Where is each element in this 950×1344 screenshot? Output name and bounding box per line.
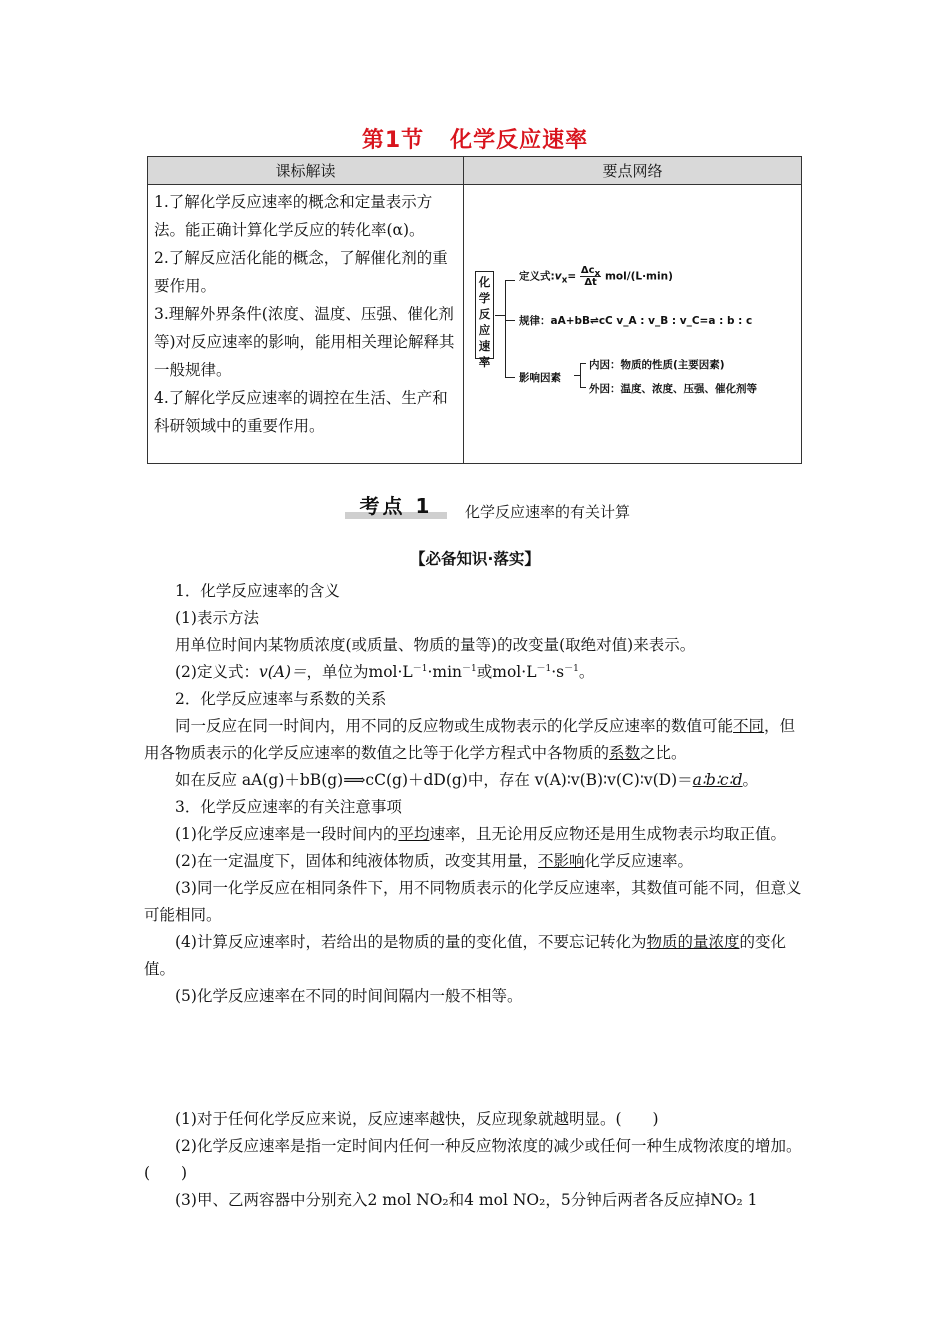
network-root-box [475,271,494,369]
network-root-char: 反 [478,307,491,321]
section-title: 【必备知识·落实】 [410,550,540,568]
network-cell [464,185,802,464]
standards-item: 3.理解外界条件(浓度、温度、压强、催化剂等)对反应速率的影响，能用相关理论解释其一般规律。 [154,305,455,379]
paragraph: 用单位时间内某物质浓度(或质量、物质的量等)的改变量(取绝对值)来表示。 [175,636,696,654]
fraction-numerator-sub: x [594,269,601,279]
network-factor: 影响因素 [519,372,561,384]
network-rule: 规律：aA+bB⇌cC v_A : v_B : v_C=a : b : c [519,315,753,327]
bracket-line [505,280,515,281]
col-header-standards: 课标解读 [148,157,464,185]
bracket-line [505,377,515,378]
col-header-network: 要点网络 [464,157,802,185]
paragraph: 同一反应在同一时间内，用不同的反应物或生成物表示的化学反应速率的数值可能不同，但用各物质表示的化学反应速率的数值之比等于化学方程式中各物质的系数之比。 [144,717,796,762]
network-root-char: 学 [478,291,491,305]
bracket-line [495,315,505,316]
definition-var: v [554,270,562,283]
definition-label: 定义式: [519,270,555,283]
network-definition [519,265,673,288]
bracket-line [580,387,586,388]
standards-cell [148,185,464,464]
bracket-line [580,363,586,364]
network-root-char: 化 [478,275,491,289]
definition-unit: mol/(L·min) [604,270,673,283]
network-external: 外因：温度、浓度、压强、催化剂等 [589,383,757,395]
paragraph: 2．化学反应速率与系数的关系 [175,690,387,708]
fraction-denominator: Δt [584,277,597,288]
content-body [144,578,808,1010]
network-internal: 内因：物质的性质(主要因素) [589,359,725,371]
paragraph: (1)表示方法 [175,609,259,627]
title-text: 化学反应速率 [450,128,589,153]
paragraph: (5)化学反应速率在不同的时间间隔内一般不相等。 [175,987,523,1005]
standards-item: 4.了解化学反应速率的调控在生活、生产和科研领域中的重要作用。 [154,389,448,435]
exercise-item: (1)对于任何化学反应来说，反应速率越快，反应现象就越明显。( ) [175,1110,659,1128]
paragraph: (2)定义式：v(A)＝，单位为$mol\cdot L^{-1}\cdot\min^{-1}$或$mol\cdot L^{-1}\cdot s^{-1}$。 [175,663,595,681]
paragraph: 如在反应 aA(g)＋bB(g)⟹cC(g)＋dD(g)中，存在 v(A)∶v(B)∶v(C)∶v(D)＝a∶b∶c∶d。 [175,771,759,789]
bracket-line [505,280,506,378]
network-root-char: 率 [478,355,491,369]
exercise-item: (2)化学反应速率是指一定时间内任何一种反应物浓度的减少或任何一种生成物浓度的增加。( ) [144,1137,802,1182]
standards-item: 2.了解反应活化能的概念，了解催化剂的重要作用。 [154,249,448,295]
definition-fraction [580,265,601,288]
kaodian-text: 化学反应速率的有关计算 [465,503,631,521]
fraction-numerator: Δc [580,265,595,276]
definition-eq: = [567,270,577,283]
title-section-number: 第1节 [361,128,425,153]
paragraph: (2)在一定温度下，固体和纯液体物质，改变其用量，不影响化学反应速率。 [175,852,693,870]
paragraph: (3)同一化学反应在相同条件下，用不同物质表示的化学反应速率，其数值可能不同，但意义可能相同。 [144,879,802,924]
paragraph: (1)化学反应速率是一段时间内的平均速率，且无论用反应物还是用生成物表示均取正值。 [175,825,786,843]
bracket-line [505,320,515,321]
exercise-body [144,1106,808,1214]
network-root-char: 速 [478,339,491,353]
network-root-char: 应 [478,323,491,337]
definition-sub: x [561,275,568,286]
exercise-item: (3)甲、乙两容器中分别充入2 mol NO₂和4 mol NO₂，5分钟后两者各反应掉NO₂ 1 [175,1191,758,1209]
paragraph: (4)计算反应速率时，若给出的是物质的量的变化值，不要忘记转化为物质的量浓度的变化值。 [144,933,786,978]
standards-item: 1.了解化学反应速率的概念和定量表示方法。能正确计算化学反应的转化率(α)。 [154,193,433,239]
kaodian-badge: 考点 1 [359,494,433,518]
bracket-line [580,363,581,388]
outline-table [147,156,802,464]
paragraph: 3．化学反应速率的有关注意事项 [175,798,402,816]
paragraph: 1．化学反应速率的含义 [175,582,340,600]
page-title [0,123,950,154]
